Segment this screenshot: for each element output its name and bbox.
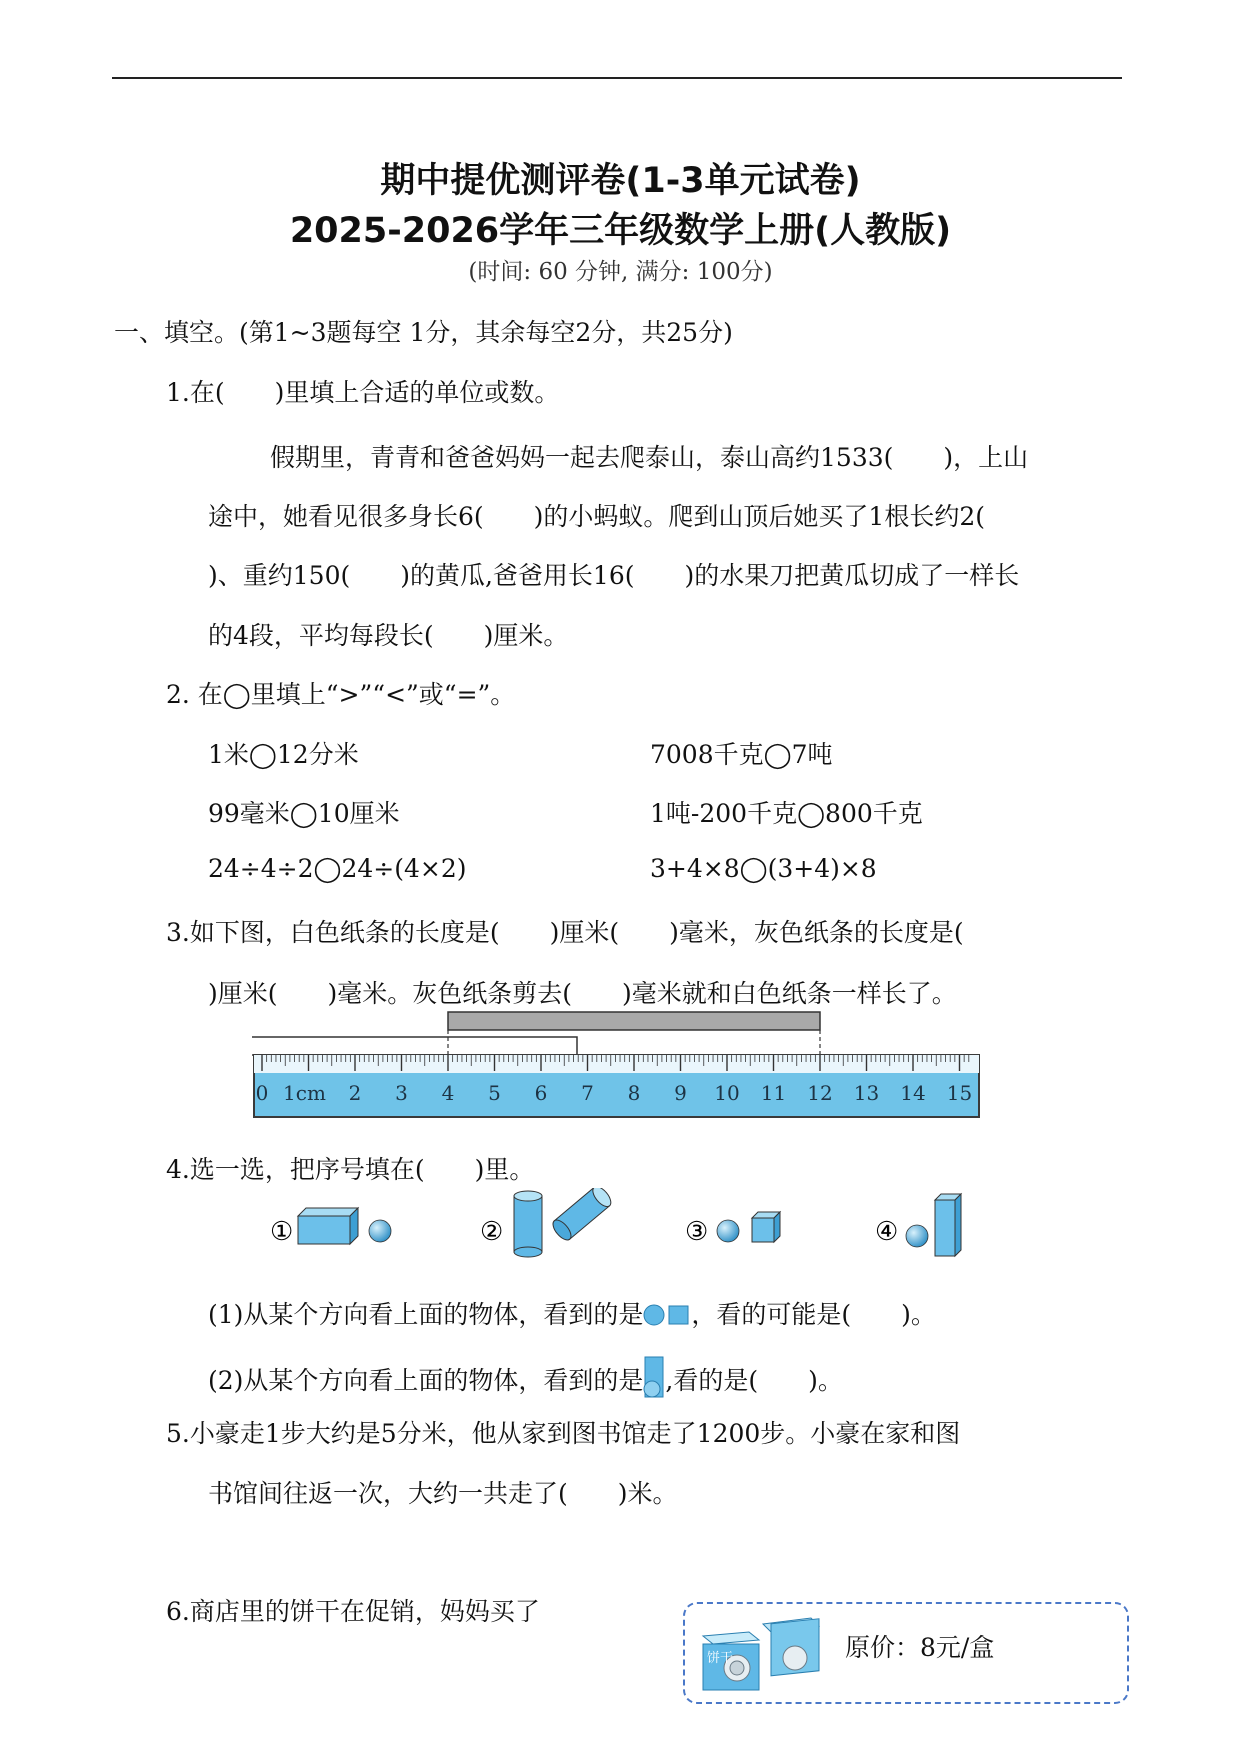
option-label-2: ② [480,1217,504,1247]
ruler-label: 11 [760,1081,787,1105]
page-title: 期中提优测评卷(1-3单元试卷) [380,161,861,201]
shape-options-svg [260,1188,980,1268]
ruler-label: 0 [255,1081,269,1105]
q4-sub1-text-after: ，看的可能是( )。 [691,1300,936,1329]
q1-line: 假期里，青青和爸爸妈妈一起去爬泰山，泰山高约1533( )，上山 [270,443,1029,472]
q5-line: 书馆间往返一次，大约一共走了( )米。 [208,1479,678,1508]
ruler-label: 5 [488,1081,501,1105]
q2-stem: 2. 在◯里填上“>”“<”或“=”。 [166,680,516,709]
q4-sub1 [208,1295,936,1331]
q2-item: 3+4×8◯(3+4)×8 [650,854,877,883]
view-circle-square-icon [643,1304,691,1326]
biscuit-box-label: 饼干 [707,1651,734,1666]
q1-line: 途中，她看见很多身长6( )的小蚂蚁。爬到山顶后她买了1根长约2( [208,502,985,531]
q1-stem: 1.在( )里填上合适的单位或数。 [166,378,560,407]
option-4-tall-cuboid [935,1194,961,1256]
ruler-label: 6 [534,1081,548,1105]
q4-stem: 4.选一选，把序号填在( )里。 [166,1155,535,1184]
q2-item: 1米◯12分米 [208,740,359,769]
ruler-svg [252,1010,982,1120]
ruler-scale-band [254,1055,979,1073]
option-label-1: ① [270,1217,294,1247]
option-label-4: ④ [875,1217,899,1247]
ruler-label: 1cm [283,1081,326,1105]
q2-item: 99毫米◯10厘米 [208,799,400,828]
white-paper-strip [252,1037,577,1055]
q2-item: 7008千克◯7吨 [650,740,833,769]
ruler-figure [252,1010,982,1124]
ruler-label: 8 [627,1081,641,1105]
q5-line: 5.小豪走1步大约是5分米，他从家到图书馆走了1200步。小豪在家和图 [166,1419,961,1448]
biscuit-box-back [763,1618,819,1676]
q3-line: 3.如下图，白色纸条的长度是( )厘米( )毫米，灰色纸条的长度是( [166,918,964,947]
ruler-label: 13 [853,1081,880,1105]
q4-sub2-text-after: ,看的是( )。 [665,1366,843,1395]
header-rule [112,77,1122,79]
ruler-label: 3 [395,1081,408,1105]
ruler-label: 9 [674,1081,687,1105]
ruler-label: 14 [900,1081,926,1105]
original-price: 原价：8元/盒 [845,1633,995,1662]
q1-line: 的4段，平均每段长( )厘米。 [208,621,569,650]
option-3-cube [752,1212,780,1242]
option-1-cuboid [298,1208,358,1244]
exam-info: (时间: 60 分钟, 满分: 100分) [468,259,773,285]
view-tall-rect-circle-icon [643,1355,665,1401]
ruler-label: 15 [946,1081,973,1105]
biscuit-boxes-icon [693,1606,833,1698]
option-1-sphere [369,1220,391,1242]
ruler-label: 7 [581,1081,594,1105]
option-2-standing-cylinder [514,1191,542,1257]
q1-line: )、重约150( )的黄瓜,爸爸用长16( )的水果刀把黄瓜切成了一样长 [208,561,1020,590]
price-tag-box [683,1602,1129,1704]
q3-line: )厘米( )毫米。灰色纸条剪去( )毫米就和白色纸条一样长了。 [208,979,957,1008]
q4-options-figure [260,1188,980,1272]
q4-sub2-text-before: (2)从某个方向看上面的物体，看到的是 [208,1366,644,1395]
gray-paper-strip [448,1012,820,1030]
option-label-3: ③ [685,1217,709,1247]
section-heading: 一、填空。(第1~3题每空 1分，其余每空2分，共25分) [114,318,733,347]
ruler-label: 2 [348,1081,362,1105]
q2-item: 1吨-200千克◯800千克 [650,799,923,828]
ruler-label: 4 [441,1081,455,1105]
option-2-lying-cylinder [550,1188,614,1243]
q2-item: 24÷4÷2◯24÷(4×2) [208,854,467,883]
biscuit-box-front [703,1632,759,1690]
q4-sub2 [208,1355,843,1401]
q6-stem: 6.商店里的饼干在促销，妈妈买了 [166,1597,540,1626]
page-subtitle-title: 2025-2026学年三年级数学上册(人教版) [289,211,952,251]
option-3-sphere [717,1220,739,1242]
ruler-label: 10 [714,1081,740,1105]
option-4-sphere [906,1225,928,1247]
q4-sub1-text-before: (1)从某个方向看上面的物体，看到的是 [208,1300,644,1329]
ruler-label: 12 [807,1081,833,1105]
